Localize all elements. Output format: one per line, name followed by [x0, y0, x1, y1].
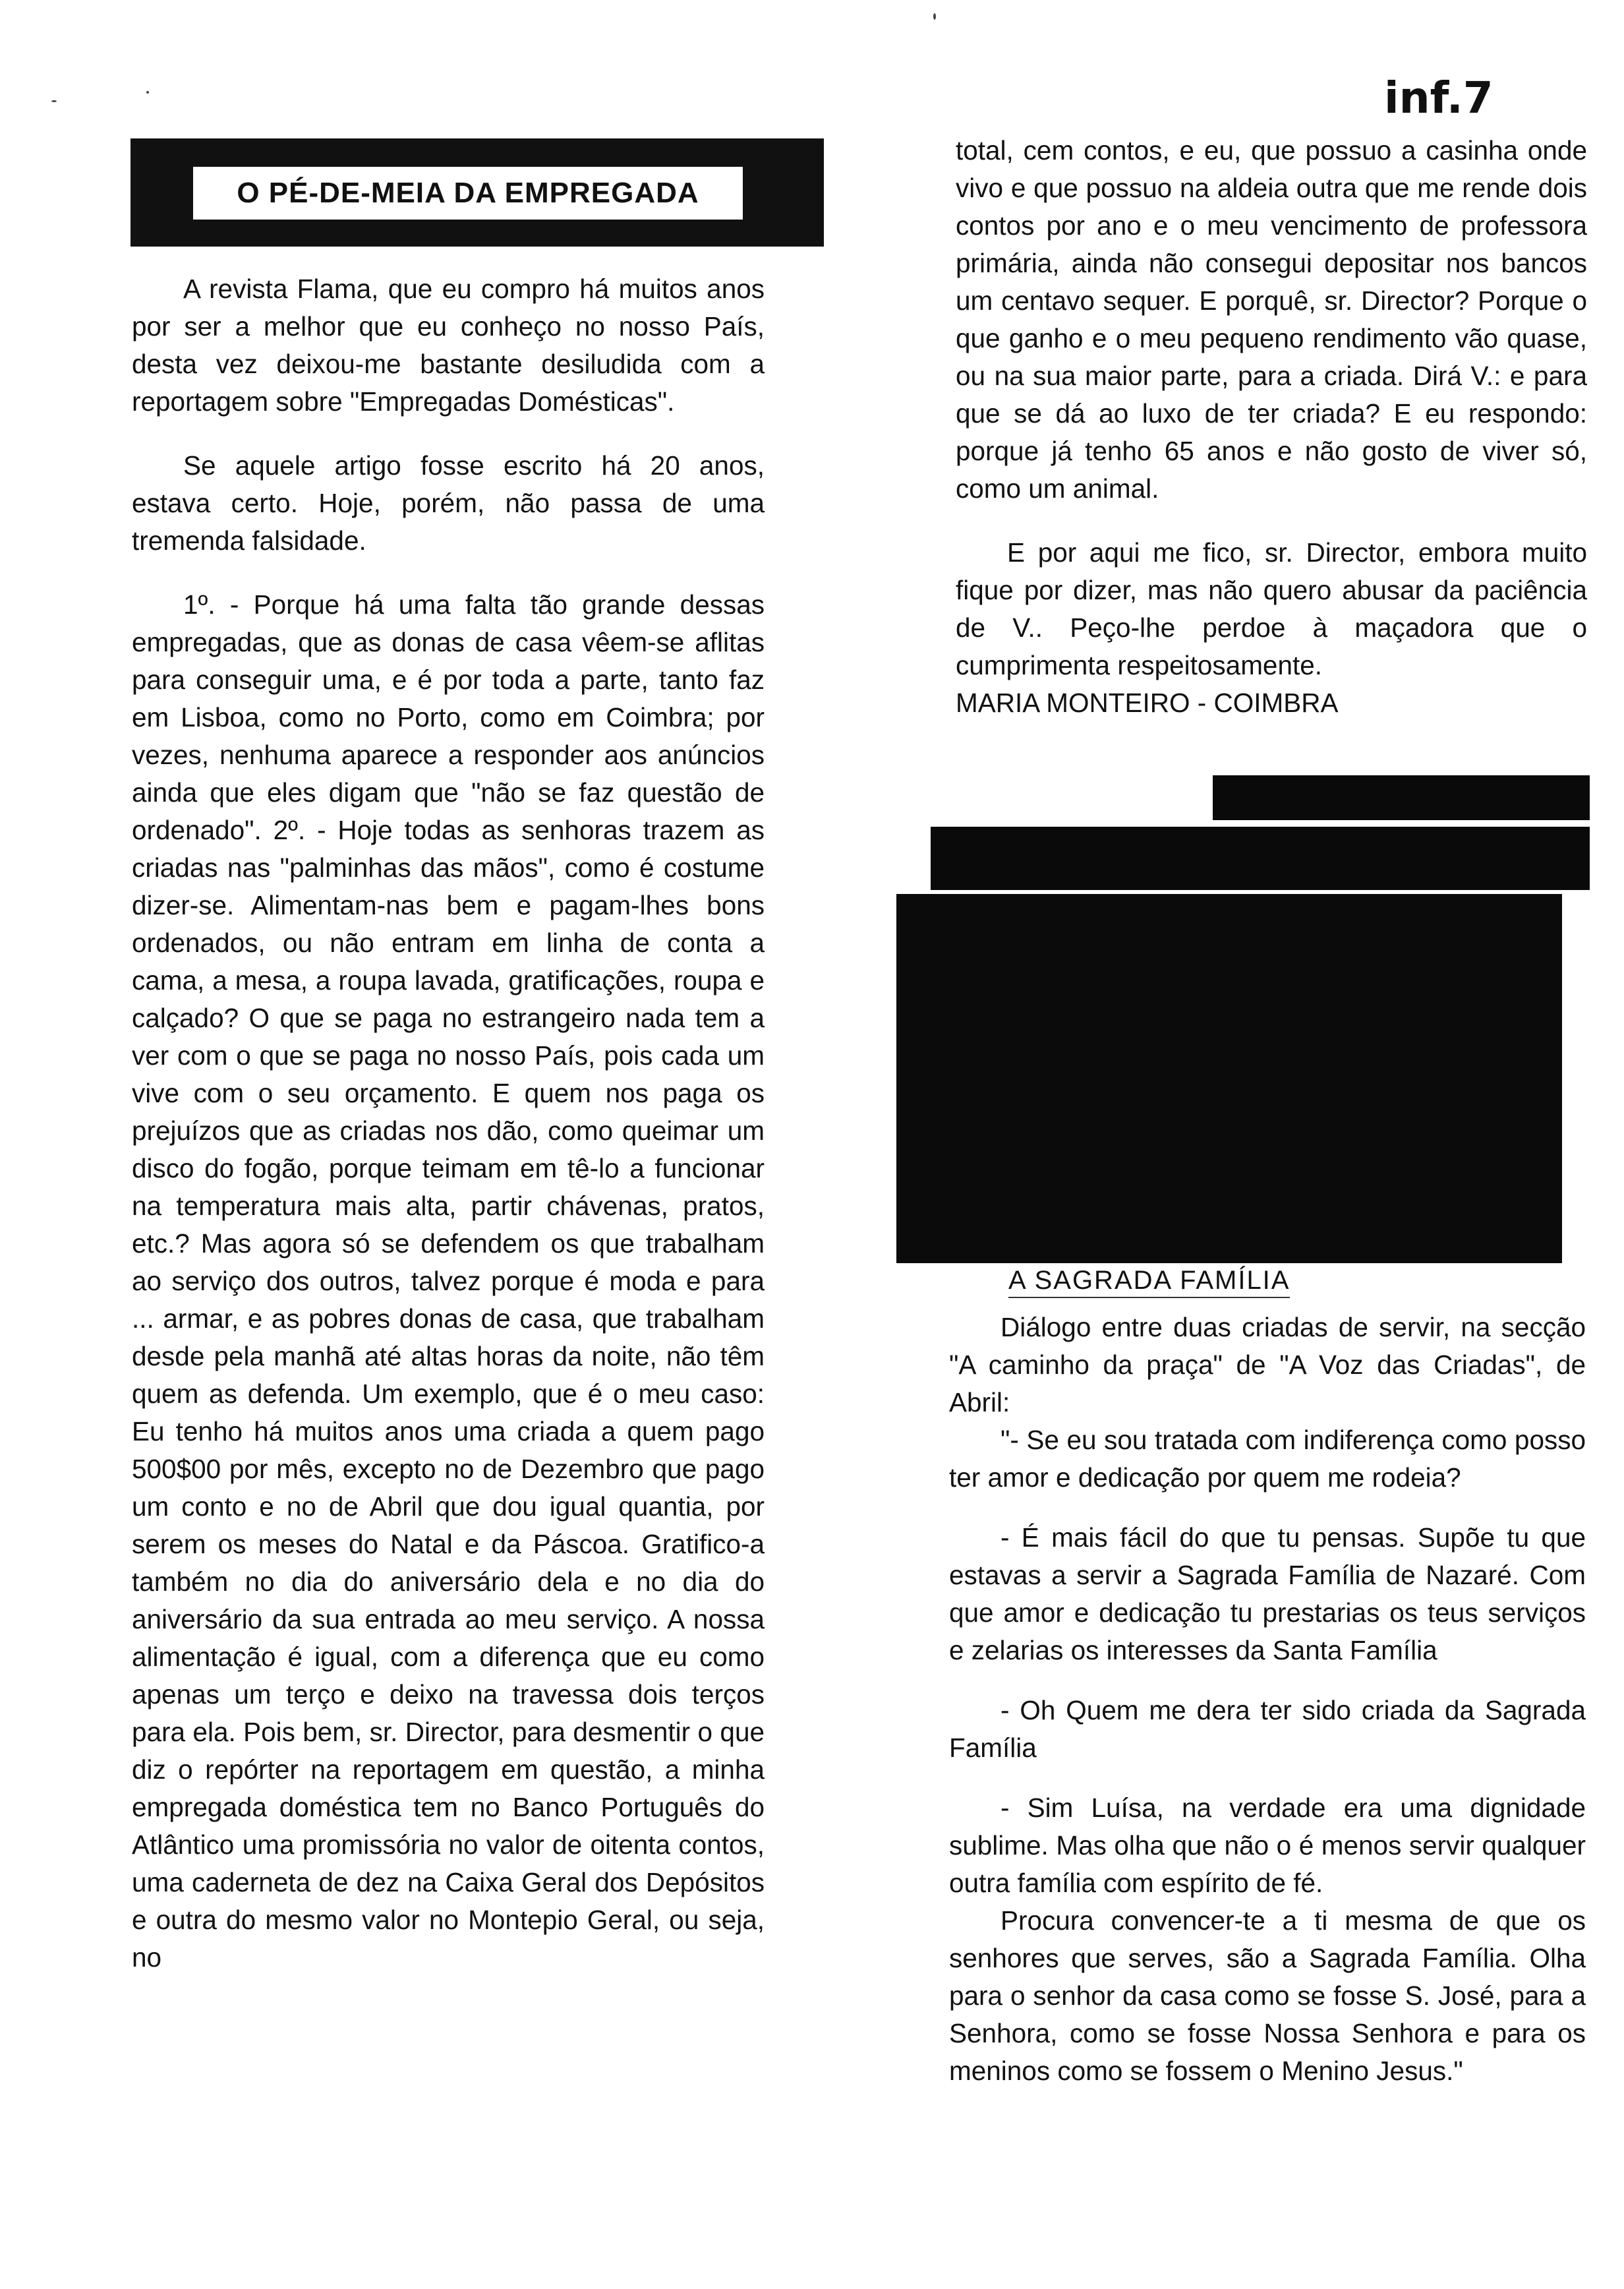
blacked-out-photo [896, 894, 1562, 1263]
left-column [132, 270, 765, 1977]
paragraph: - É mais fácil do que tu pensas. Supõe tu que estavas a servir a Sagrada Família de Nazaré. Com que amor e dedicação tu prestarias os teus serviços e zelarias os interesses da Santa Família [949, 1522, 1586, 1665]
paragraph: E por aqui me fico, sr. Director, embora muito fique por dizer, mas não quero abusar da paciência de V.. Peço-lhe perdoe à maçadora que o cumprimenta respeitosamente. [956, 537, 1587, 680]
paragraph: A revista Flama, que eu compro há muitos anos por ser a melhor que eu conheço no nosso País, desta vez deixou-me bastante desiludida com a reportagem sobre "Empregadas Domésticas". [132, 274, 765, 417]
right-column [956, 132, 1587, 722]
paragraph: Procura convencer-te a ti mesma de que os senhores que serves, são a Sagrada Família. Olha para o senhor da casa como se fosse S. José, para a Senhora, como se fosse Nossa Senhora e para os meninos como se fossem o Menino Jesus." [949, 1905, 1586, 2086]
scan-speck [51, 100, 57, 102]
paragraph: total, cem contos, e eu, que possuo a casinha onde vivo e que possuo na aldeia outra que me rende dois contos por ano e o meu vencimento de professora primária, ainda não consegui depositar nos bancos um centavo sequer. E porquê, sr. Director? Porque o que ganho e o meu pequeno rendimento vão quase, ou na sua maior parte, para a criada. Dirá V.: e para que se dá ao luxo de ter criada? E eu respondo: porque já tenho 65 anos e não gosto de viver só, como um animal. [956, 135, 1587, 504]
paragraph: 1º. - Porque há uma falta tão grande dessas empregadas, que as donas de casa vêem-se aflitas para conseguir uma, e é por toda a parte, tanto faz em Lisboa, como no Porto, como em Coimbra; por vezes, nenhuma aparece a responder aos anúncios ainda que eles digam que "não se faz questão de ordenado". 2º. - Hoje todas as senhoras trazem as criadas nas "palminhas das mãos", como é costume dizer-se. Alimentam-nas bem e pagam-lhes bons ordenados, ou não entram em linha de conta a cama, a mesa, a roupa lavada, gratificações, roupa e calçado? O que se paga no estrangeiro nada tem a ver com o que se paga no nosso País, pois cada um vive com o seu orçamento. E quem nos paga os prejuízos que as criadas nos dão, como queimar um disco do fogão, porque teimam em tê-lo a funcionar na temperatura mais alta, partir chávenas, pratos, etc.? Mas agora só se defendem os que trabalham ao serviço dos outros, talvez porque é moda e para ... armar, e as pobres donas de casa, que trabalham desde pela manhã até altas horas da noite, não têm quem as defenda. Um exemplo, que é o meu caso: Eu tenho há muitos anos uma criada a quem pago 500$00 por mês, excepto no de Dezembro que pago um conto e no de Abril que dou igual quantia, por serem os meses do Natal e da Páscoa. Gratifico-a também no dia do aniversário dela e no dia do aniversário da sua entrada ao meu serviço. A nossa alimentação é igual, com a diferença que eu como apenas um terço e deixo na travessa dois terços para ela. Pois bem, sr. Director, para desmentir o que diz o repórter na reportagem em questão, a minha empregada doméstica tem no Banco Português do Atlântico uma promissória no valor de oitenta contos, uma caderneta de dez na Caixa Geral dos Depósitos e outra do mesmo valor no Montepio Geral, ou seja, no [132, 589, 765, 1973]
scan-speck [146, 91, 149, 94]
paragraph: - Sim Luísa, na verdade era uma dignidade sublime. Mas olha que não o é menos servir qualquer outra família com espírito de fé. [949, 1793, 1586, 1898]
redaction-bar [1213, 775, 1590, 820]
signature: MARIA MONTEIRO - COIMBRA [956, 688, 1339, 718]
article-title: O PÉ-DE-MEIA DA EMPREGADA [191, 165, 745, 222]
photo-caption: A SAGRADA FAMÍLIA [1008, 1266, 1290, 1298]
paragraph: Diálogo entre duas criadas de servir, na secção "A caminho da praça" de "A Voz das Criadas", de Abril: [949, 1312, 1586, 1417]
redaction-bar [931, 827, 1590, 890]
paragraph: - Oh Quem me dera ter sido criada da Sagrada Família [949, 1695, 1586, 1763]
paragraph: Se aquele artigo fosse escrito há 20 anos, estava certo. Hoje, porém, não passa de uma tremenda falsidade. [132, 450, 765, 556]
page-reference: inf.7 [1384, 73, 1494, 123]
scan-speck [933, 13, 936, 20]
paragraph: "- Se eu sou tratada com indiferença como posso ter amor e dedicação por quem me rodeia? [949, 1425, 1586, 1493]
dialogue-section [949, 1309, 1586, 2090]
